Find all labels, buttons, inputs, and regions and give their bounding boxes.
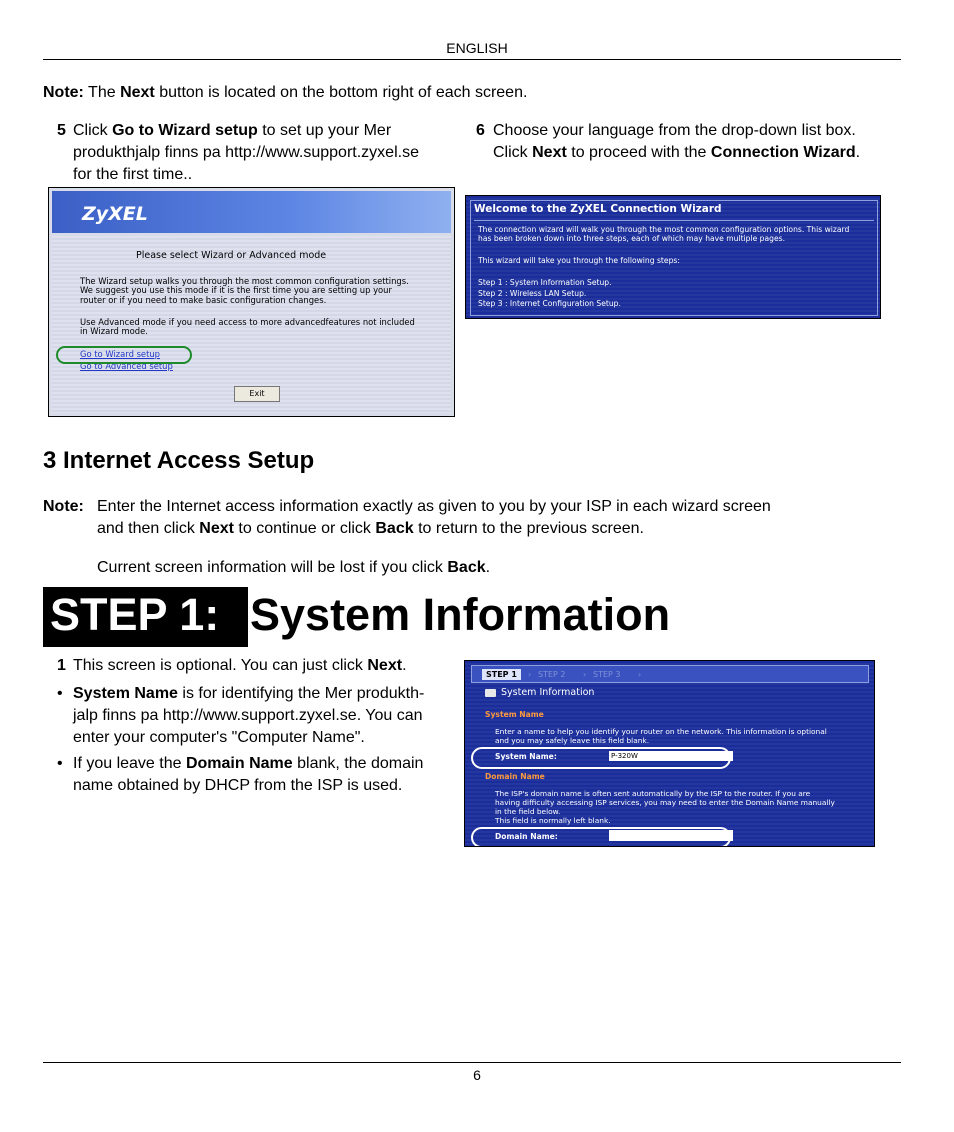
screenshot-system-information bbox=[464, 660, 875, 847]
wizard-intro: The connection wizard will walk you through the most common configuration options. This wizard has been broken down into three steps, each of which may have multiple pages. bbox=[478, 225, 850, 244]
step-title: System Information bbox=[250, 589, 671, 640]
bullet-1-symbol: • bbox=[57, 685, 63, 702]
wizard-description: The Wizard setup walks you through the most common configuration settings. We suggest you use this mode if it is the first time you are setting up your router or if you need to make basic configuration changes. bbox=[80, 276, 409, 305]
note-isp-text: Enter the Internet access information exactly as given to you by your ISP in each wizard screen and then click Next to continue or click Back to return to the previous screen. bbox=[97, 498, 771, 537]
footer-rule bbox=[43, 1062, 901, 1063]
bullet-system-name: System Name is for identifying the Mer produkth- jalp finns pa http://www.support.zyxel.se. You can enter your computer's "Computer Name". bbox=[73, 685, 425, 746]
wizard-step-tabs bbox=[471, 665, 869, 683]
domain-name-label: Domain Name: bbox=[495, 832, 558, 841]
bullet-domain-name: If you leave the Domain Name blank, the domain name obtained by DHCP from the ISP is used. bbox=[73, 755, 424, 794]
system-name-input[interactable]: P-320W bbox=[609, 751, 733, 761]
go-to-advanced-link[interactable]: Go to Advanced setup bbox=[80, 361, 173, 371]
wizard-steps-list: Step 1 : System Information Setup. Step 2 : Wireless LAN Setup. Step 3 : Internet Configuration Setup. bbox=[478, 278, 621, 308]
tab-step-1[interactable]: STEP 1 bbox=[482, 669, 521, 680]
system-info-heading: System Information bbox=[501, 687, 595, 698]
screenshot-connection-wizard bbox=[465, 195, 881, 319]
advanced-description: Use Advanced mode if you need access to more advancedfeatures not included in Wizard mode. bbox=[80, 317, 415, 337]
domain-name-section: Domain Name bbox=[485, 772, 545, 781]
mode-select-panel bbox=[52, 236, 451, 413]
tab-arrow-2: › bbox=[583, 670, 587, 679]
page-number: 6 bbox=[473, 1067, 481, 1083]
note-isp-label: Note: bbox=[43, 498, 84, 515]
tab-step-2[interactable]: STEP 2 bbox=[538, 670, 566, 679]
step-label: STEP 1: bbox=[50, 589, 220, 640]
section-title: 3 Internet Access Setup bbox=[43, 447, 315, 474]
item-1-number: 1 bbox=[57, 657, 66, 674]
header-language: ENGLISH bbox=[446, 40, 508, 56]
wizard-link-highlight bbox=[56, 346, 192, 364]
wizard-title-divider bbox=[474, 220, 874, 221]
item-1-text: This screen is optional. You can just click Next. bbox=[73, 657, 407, 674]
wizard-title: Welcome to the ZyXEL Connection Wizard bbox=[474, 203, 722, 215]
tab-arrow-3: › bbox=[638, 670, 642, 679]
wizard-steps-intro: This wizard will take you through the following steps: bbox=[478, 256, 680, 265]
domain-name-highlight bbox=[471, 827, 731, 847]
step-6-text: Choose your language from the drop-down list box. Click Next to proceed with the Connection Wizard. bbox=[493, 122, 861, 161]
tab-step-3[interactable]: STEP 3 bbox=[593, 670, 621, 679]
step-5-text: Click Go to Wizard setup to set up your Mer produkthjalp finns pa http://www.support.zyxel.se for the first time.. bbox=[73, 122, 419, 183]
zyxel-banner bbox=[52, 191, 451, 233]
system-name-section: System Name bbox=[485, 710, 544, 719]
step-5-number: 5 bbox=[57, 122, 66, 139]
go-to-wizard-link[interactable]: Go to Wizard setup bbox=[80, 349, 160, 359]
step-6-number: 6 bbox=[476, 122, 485, 139]
exit-button[interactable]: Exit bbox=[234, 386, 280, 402]
system-name-help: Enter a name to help you identify your router on the network. This information is optional and you may safely leave this field blank. bbox=[495, 727, 827, 745]
zyxel-logo: ZyXEL bbox=[82, 203, 148, 225]
note-next-location: Note: The Next button is located on the bottom right of each screen. bbox=[43, 84, 528, 101]
note-isp-warning: Current screen information will be lost if you click Back. bbox=[97, 559, 491, 576]
domain-name-help: The ISP's domain name is often sent automatically by the ISP to the router. If you are having difficulty accessing ISP services, you may need to enter the Domain Name manually in the field below. This field is normally left blank. bbox=[495, 789, 835, 825]
header-rule bbox=[43, 59, 901, 60]
system-name-label: System Name: bbox=[495, 752, 557, 761]
bullet-2-symbol: • bbox=[57, 755, 63, 772]
mode-select-title: Please select Wizard or Advanced mode bbox=[136, 250, 327, 261]
tab-arrow-1: › bbox=[528, 670, 532, 679]
folder-icon bbox=[485, 689, 496, 697]
system-name-highlight bbox=[471, 747, 731, 769]
wizard-panel bbox=[470, 200, 878, 316]
screenshot-mode-select bbox=[48, 187, 455, 417]
